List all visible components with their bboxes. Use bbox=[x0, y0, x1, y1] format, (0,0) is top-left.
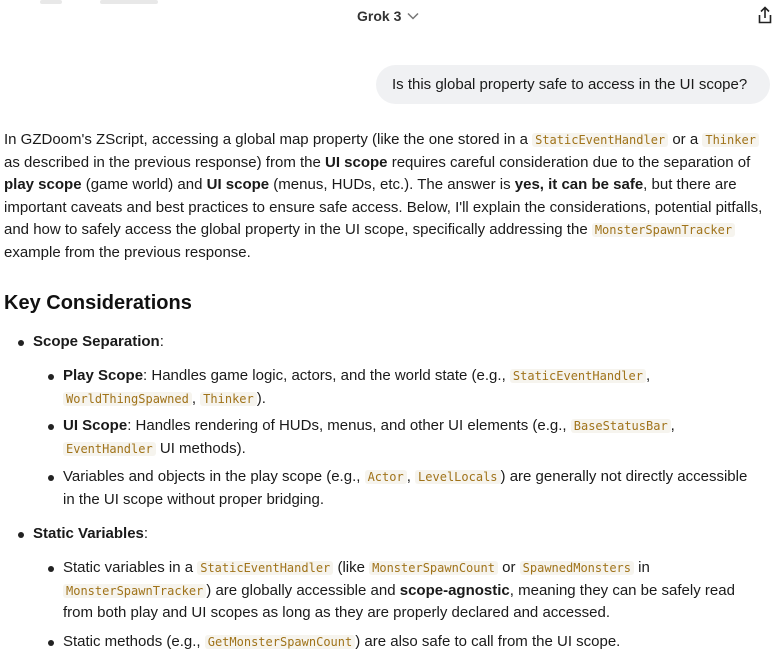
sub-item: Variables and objects in the play scope (e.g., Actor , LevelLocals ) are generally not directly accessible in the UI scope without proper bridging. bbox=[63, 468, 748, 508]
user-message-bubble bbox=[376, 65, 770, 104]
inline-code: MonsterSpawnTracker bbox=[63, 584, 206, 598]
chevron-down-icon bbox=[407, 12, 419, 20]
faded-nav-item bbox=[40, 0, 62, 4]
inline-code: GetMonsterSpawnCount bbox=[205, 635, 356, 649]
faded-nav-item bbox=[100, 0, 158, 4]
share-icon[interactable] bbox=[758, 6, 772, 24]
bold-text: yes, it can be safe bbox=[514, 176, 644, 193]
inline-code: MonsterSpawnTracker bbox=[592, 223, 735, 237]
bold-text: scope-agnostic bbox=[399, 581, 510, 599]
inline-code: BaseStatusBar bbox=[571, 419, 671, 433]
inline-code: MonsterSpawnCount bbox=[369, 561, 498, 575]
inline-code: EventHandler bbox=[63, 442, 156, 456]
bullet-dot bbox=[18, 532, 24, 538]
bold-text: play scope bbox=[4, 176, 82, 193]
inline-code: Thinker bbox=[200, 392, 257, 406]
inline-code: LevelLocals bbox=[415, 470, 500, 484]
inline-code: Thinker bbox=[702, 133, 759, 147]
bold-text: UI scope bbox=[325, 153, 388, 171]
top-bar bbox=[0, 0, 772, 34]
bullet-dot bbox=[48, 566, 54, 572]
sub-item: Play Scope: Handles game logic, actors, and the world state (e.g., StaticEventHandler , WorldThingSpawned , Thinker ). bbox=[63, 367, 651, 407]
bullet-dot bbox=[18, 340, 24, 346]
bold-text: Play Scope bbox=[63, 367, 144, 384]
model-selector[interactable] bbox=[357, 8, 419, 24]
inline-code: StaticEventHandler bbox=[510, 369, 646, 383]
bullet-dot bbox=[48, 424, 54, 430]
inline-code: Actor bbox=[365, 470, 407, 484]
inline-code: StaticEventHandler bbox=[532, 133, 668, 147]
user-message-text: Is this global property safe to access in the UI scope? bbox=[392, 76, 748, 93]
bullet-dot bbox=[48, 475, 54, 481]
list-item-label: Scope Separation bbox=[33, 333, 160, 350]
list-item-scope-separation: Scope Separation: bbox=[33, 333, 164, 350]
bold-text: UI scope bbox=[206, 176, 270, 193]
bullet-dot bbox=[48, 640, 54, 646]
answer-intro bbox=[4, 129, 770, 264]
list-item-static-variables: Static Variables: bbox=[33, 525, 149, 542]
sub-item: Static methods (e.g., GetMonsterSpawnCount ) are also safe to call from the UI scope. bbox=[63, 633, 621, 650]
inline-code: WorldThingSpawned bbox=[63, 392, 192, 406]
section-heading: Key Considerations bbox=[4, 292, 192, 314]
intro-paragraph: In GZDoom's ZScript, accessing a global map property (like the one stored in a StaticEventHandler or a Thinker as described in the previous response) from the UI scope requires careful consideration due to the separation of play scope (game world) and UI scope (menus, HUDs, etc.). The answer is yes, it can be safe, but there are important caveats and best practices to ensure safe access. Below, I'll explain the considerations, potential pitfalls, and how to safely access the global property in the UI scope, specifically addressing the MonsterSpawnTracker example from the previous response. bbox=[4, 131, 763, 261]
bold-text: UI Scope bbox=[63, 417, 128, 434]
sub-item: UI Scope: Handles rendering of HUDs, menus, and other UI elements (e.g., BaseStatusBar , EventHandler UI methods). bbox=[63, 417, 675, 457]
sub-item: Static variables in a StaticEventHandler (like MonsterSpawnCount or SpawnedMonsters in MonsterSpawnTracker ) are globally accessible and scope-agnostic, meaning they can be safely read from both play and UI scopes as long as they are properly declared and accessed. bbox=[63, 559, 735, 621]
list-item-label: Static Variables bbox=[33, 525, 144, 542]
bullet-dot bbox=[48, 374, 54, 380]
inline-code: StaticEventHandler bbox=[197, 561, 333, 575]
inline-code: SpawnedMonsters bbox=[520, 561, 634, 575]
model-name: Grok 3 bbox=[357, 8, 402, 24]
